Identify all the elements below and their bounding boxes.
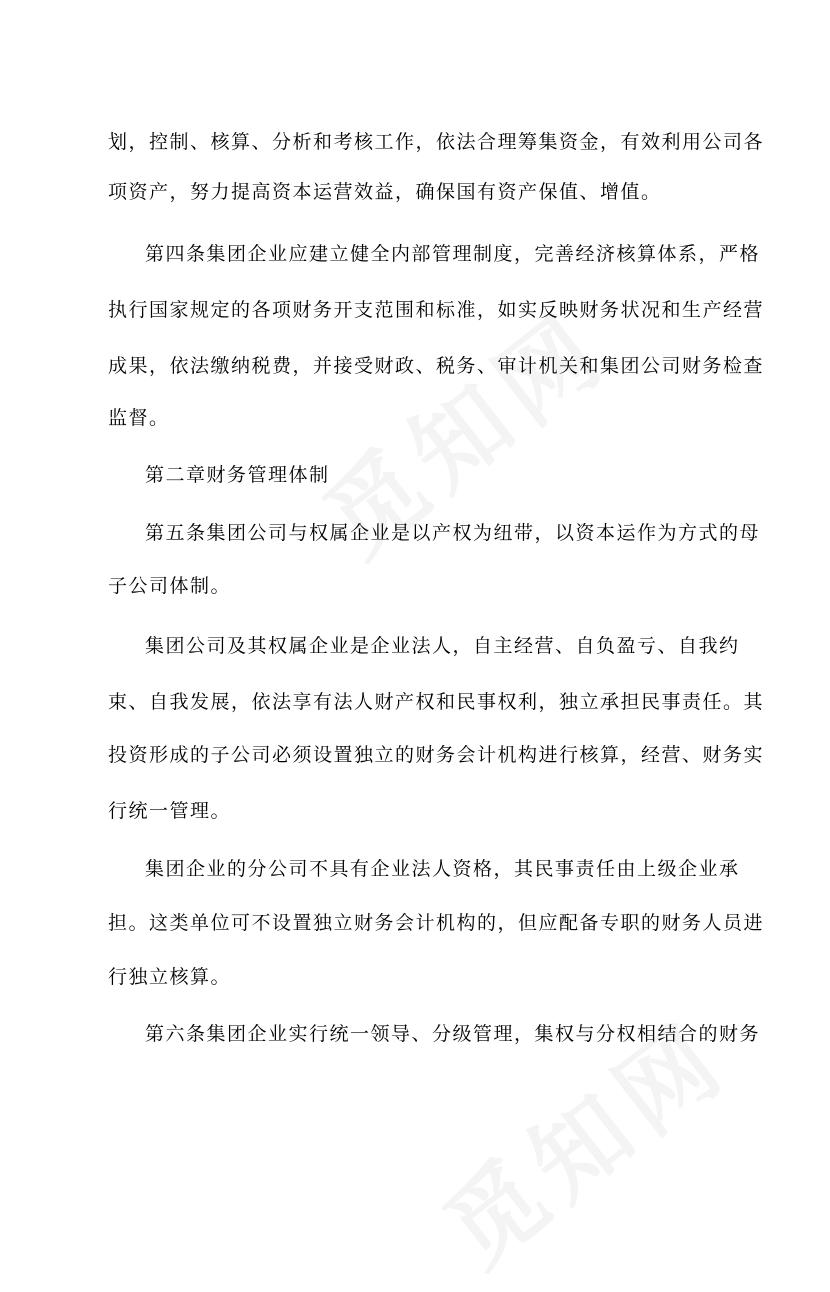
text-line: 项资产，努力提高资本运营效益，确保国有资产保值、增值。	[108, 181, 662, 203]
text-line: 集团公司及其权属企业是企业法人，自主经营、自负盈亏、自我约	[145, 635, 740, 657]
text-line: 行统一管理。	[108, 800, 232, 822]
text-line: 第五条集团公司与权属企业是以产权为纽带，以资本运作为方式的母	[145, 522, 761, 544]
section-heading: 第二章财务管理体制	[145, 464, 330, 486]
text-line: 第四条集团企业应建立健全内部管理制度，完善经济核算体系，严格	[145, 243, 761, 265]
text-line: 成果，依法缴纳税费，并接受财政、税务、审计机关和集团公司财务检查	[108, 355, 765, 377]
text-line: 划，控制、核算、分析和考核工作，依法合理筹集资金，有效利用公司各	[108, 131, 765, 153]
text-line: 行独立核算。	[108, 966, 232, 988]
text-line: 第六条集团企业实行统一领导、分级管理，集权与分权相结合的财务	[145, 1023, 761, 1045]
text-line: 执行国家规定的各项财务开支范围和标准，如实反映财务状况和生产经营	[108, 299, 765, 321]
text-line: 集团企业的分公司不具有企业法人资格，其民事责任由上级企业承	[145, 858, 740, 880]
text-line: 监督。	[108, 407, 170, 429]
text-line: 子公司体制。	[108, 575, 232, 597]
text-line: 担。这类单位可不设置独立财务会计机构的，但应配备专职的财务人员进	[108, 912, 765, 934]
text-line: 投资形成的子公司必须设置独立的财务会计机构进行核算，经营、财务实	[108, 744, 765, 766]
text-line: 束、自我发展，依法享有法人财产权和民事权利，独立承担民事责任。其	[108, 691, 765, 713]
